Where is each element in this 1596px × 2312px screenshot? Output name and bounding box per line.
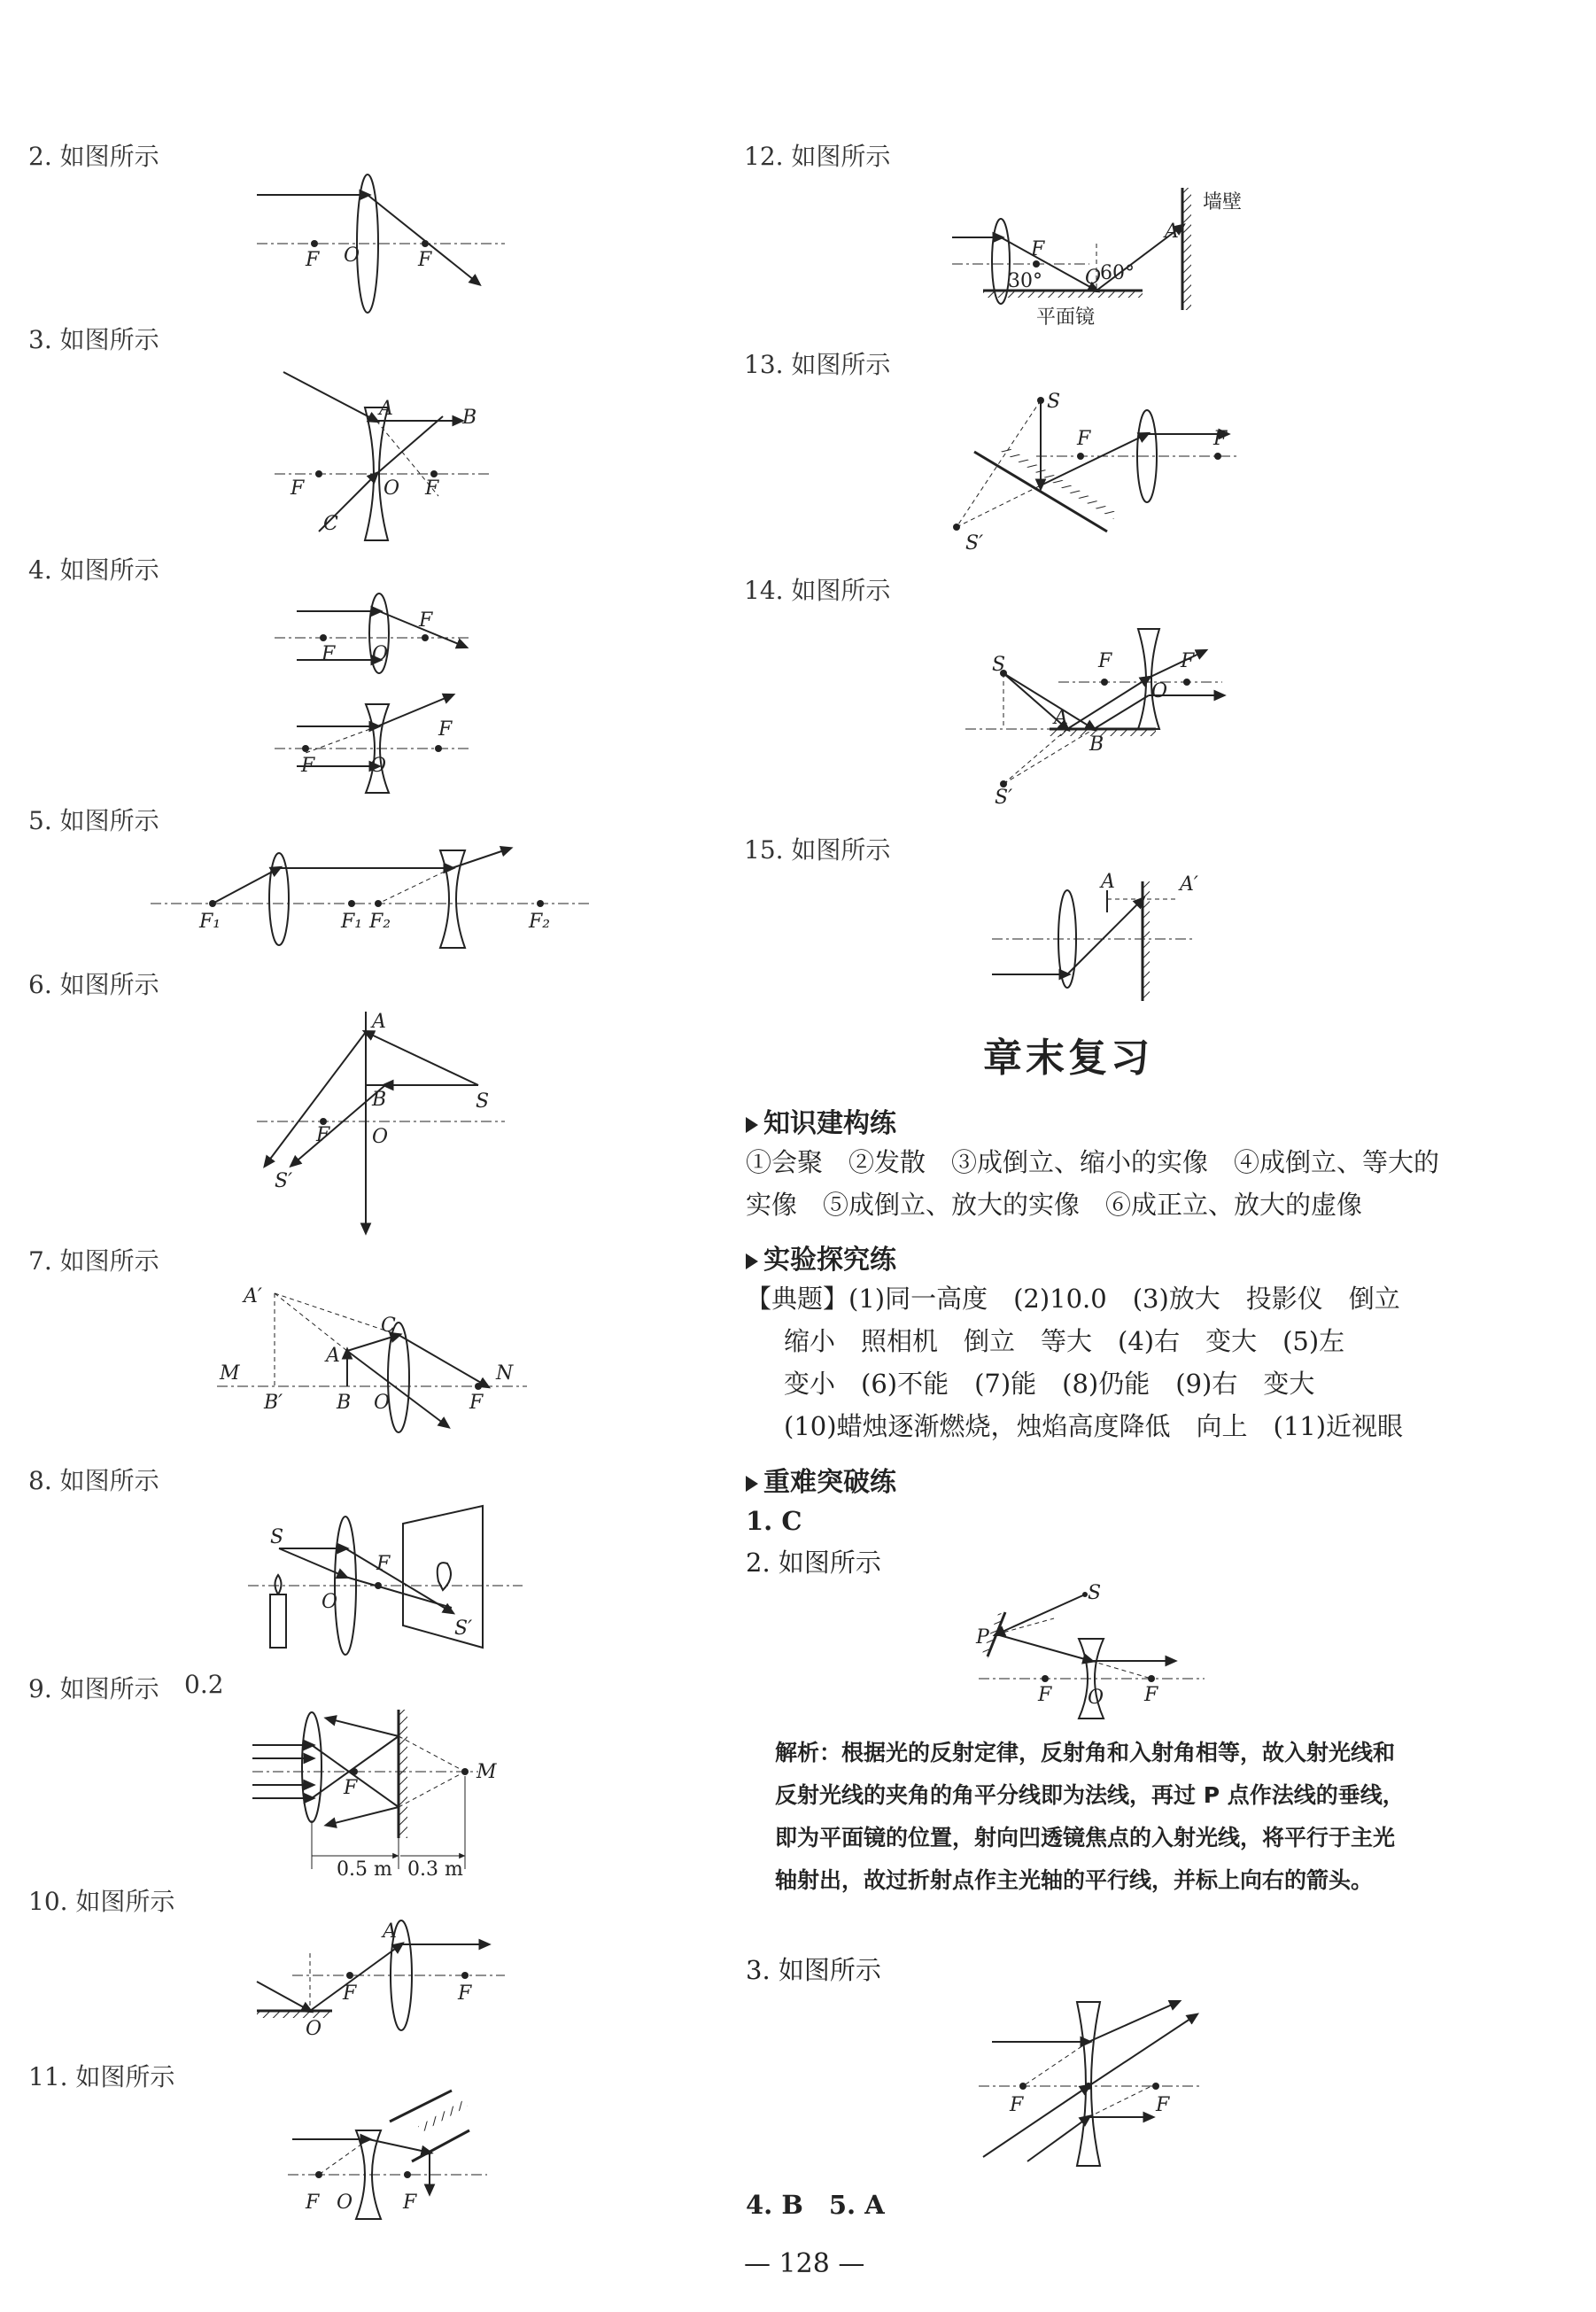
fig-label: F bbox=[1144, 1684, 1158, 1706]
fig-label: S bbox=[270, 1526, 284, 1548]
figure-magnifier-virtual-image bbox=[213, 1280, 531, 1435]
figure-mirror-image bbox=[252, 1010, 509, 1236]
fig-label: O bbox=[1088, 1687, 1104, 1709]
fig-label: A bbox=[1101, 871, 1115, 893]
experiment-answer-line: 变小 (6)不能 (7)能 (8)仍能 (9)右 变大 bbox=[784, 1369, 1315, 1399]
item-3-label: 3. 如图所示 bbox=[28, 325, 159, 354]
figure-lens-mirror-a bbox=[983, 871, 1205, 1005]
fig-label: O bbox=[372, 1126, 389, 1148]
fig-label: F bbox=[291, 477, 305, 500]
fig-label: F bbox=[1098, 650, 1112, 672]
triangle-bullet-icon bbox=[746, 1253, 758, 1269]
answer-4-5: 4. B 5. A bbox=[746, 2190, 885, 2220]
fig-label: F₁ bbox=[199, 911, 221, 933]
item-2-label: 2. 如图所示 bbox=[28, 142, 159, 171]
figure-lens-mirror-focus bbox=[248, 1705, 505, 1881]
figure-candle-projection bbox=[244, 1506, 527, 1652]
fig-label: F bbox=[322, 643, 336, 665]
item-12-label: 12. 如图所示 bbox=[744, 142, 891, 171]
fig-label: F bbox=[458, 1982, 472, 2005]
item-13-label: 13. 如图所示 bbox=[744, 350, 891, 379]
fig-label: F bbox=[316, 1124, 330, 1146]
fig-label: S bbox=[476, 1090, 490, 1113]
fig-label: A bbox=[383, 1920, 397, 1943]
fig-label: F bbox=[344, 1777, 358, 1799]
experiment-answer-line: 【典题】(1)同一高度 (2)10.0 (3)放大 投影仪 倒立 bbox=[746, 1284, 1400, 1314]
fig-label: S bbox=[1088, 1582, 1102, 1604]
fig-label: S′ bbox=[275, 1170, 293, 1192]
fig-label: F bbox=[403, 2192, 417, 2214]
fig-label: 30° bbox=[1008, 270, 1042, 292]
answer-3-label: 3. 如图所示 bbox=[746, 1955, 881, 1985]
fig-label: F bbox=[1156, 2094, 1170, 2116]
fig-label: F₁ bbox=[341, 911, 363, 933]
item-11-label: 11. 如图所示 bbox=[28, 2062, 175, 2091]
fig-label: O bbox=[344, 244, 360, 267]
fig-label: F bbox=[343, 1982, 357, 2005]
fig-label: 0.3 m bbox=[407, 1858, 463, 1881]
fig-label: 墙壁 bbox=[1203, 191, 1243, 213]
fig-label: A bbox=[372, 1011, 386, 1033]
fig-label: S bbox=[1047, 391, 1061, 413]
fig-label: 60° bbox=[1100, 262, 1135, 284]
fig-label: P bbox=[976, 1626, 989, 1649]
figure-concave-lens-mirror bbox=[283, 2095, 496, 2219]
fig-label: S bbox=[992, 654, 1006, 676]
fig-label: S′ bbox=[995, 787, 1013, 809]
fig-label: O bbox=[372, 643, 389, 665]
figure-concave-lens-rays bbox=[974, 1998, 1205, 2166]
fig-label: B′ bbox=[264, 1392, 283, 1414]
figure-mirror-concave-p bbox=[974, 1582, 1209, 1718]
fig-label: F bbox=[1181, 650, 1195, 672]
item-14-label: 14. 如图所示 bbox=[744, 576, 891, 605]
fig-label: F bbox=[306, 2192, 320, 2214]
fig-label: A bbox=[379, 398, 393, 420]
fig-label: S′ bbox=[965, 532, 984, 555]
fig-label: F bbox=[418, 249, 432, 271]
fig-label: N bbox=[496, 1362, 514, 1385]
figure-lens-pair bbox=[270, 589, 483, 788]
experiment-answer-line: (10)蜡烛逐渐燃烧，烛焰高度降低 向上 (11)近视眼 bbox=[784, 1411, 1404, 1441]
item-6-label: 6. 如图所示 bbox=[28, 970, 159, 999]
item-9-label: 9. 如图所示 bbox=[28, 1674, 159, 1703]
item-8-label: 8. 如图所示 bbox=[28, 1466, 159, 1495]
focus-point bbox=[422, 240, 429, 247]
fig-label: B bbox=[337, 1392, 352, 1414]
fig-label: O bbox=[337, 2192, 353, 2214]
fig-label: F bbox=[1038, 1684, 1052, 1706]
section-heading-experiment: 实验探究练 bbox=[746, 1237, 896, 1276]
fig-label: F bbox=[438, 718, 453, 741]
fig-label: M bbox=[476, 1761, 497, 1783]
figure-lens-combination bbox=[146, 846, 593, 952]
focus-point bbox=[311, 240, 318, 247]
answer-1: 1. C bbox=[746, 1506, 802, 1536]
fig-label: F bbox=[1213, 428, 1228, 450]
fig-label: S′ bbox=[454, 1618, 473, 1640]
fig-label: M bbox=[220, 1362, 240, 1385]
fig-label: F₂ bbox=[529, 911, 551, 933]
fig-label: 平面镜 bbox=[1036, 306, 1096, 329]
fig-label: O bbox=[374, 1392, 391, 1414]
fig-label: B bbox=[462, 407, 477, 429]
item-5-label: 5. 如图所示 bbox=[28, 806, 159, 835]
figure-lens-mirror-wall bbox=[948, 177, 1243, 337]
fig-label: O bbox=[384, 477, 400, 500]
fig-label: B bbox=[1089, 733, 1104, 756]
section-heading-knowledge: 知识建构练 bbox=[746, 1101, 896, 1140]
fig-label: F bbox=[301, 755, 315, 777]
item-10-label: 10. 如图所示 bbox=[28, 1887, 175, 1916]
answer-2-label: 2. 如图所示 bbox=[746, 1548, 881, 1578]
fig-label: A′ bbox=[244, 1285, 262, 1307]
section-heading-difficulty: 重难突破练 bbox=[746, 1460, 896, 1499]
fig-label: F bbox=[425, 477, 439, 500]
fig-label: F bbox=[419, 609, 433, 632]
fig-label: B bbox=[372, 1089, 387, 1111]
fig-label: 0.5 m bbox=[337, 1858, 392, 1881]
fig-label: C bbox=[323, 513, 338, 535]
figure-convex-lens-refraction bbox=[248, 173, 514, 314]
fig-label: O bbox=[1151, 680, 1168, 702]
fig-label: F bbox=[1010, 2094, 1024, 2116]
knowledge-answer-line: ①会聚 ②发散 ③成倒立、缩小的实像 ④成倒立、等大的 bbox=[746, 1147, 1440, 1177]
fig-label: A′ bbox=[1180, 873, 1198, 896]
figure-concave-lens bbox=[266, 363, 496, 540]
item-4-label: 4. 如图所示 bbox=[28, 555, 159, 585]
fig-label: C bbox=[381, 1315, 396, 1337]
fig-label: A bbox=[1165, 221, 1179, 243]
experiment-answer-line: 缩小 照相机 倒立 等大 (4)右 变大 (5)左 bbox=[784, 1326, 1345, 1356]
item-9-answer: 0.2 bbox=[184, 1670, 224, 1699]
analysis-note: 解析：根据光的反射定律，反射角和入射角相等，故入射光线和反射光线的夹角的角平分线即为法线，再过 P 点作法线的垂线，即为平面镜的位置，射向凹透镜焦点的入射光线，将平行于主光轴射出，故过折射点作主光轴的平行线，并标上向右的箭头。 bbox=[775, 1740, 1405, 1893]
figure-mirror-concave-lens bbox=[961, 625, 1227, 809]
knowledge-answer-line: 实像 ⑤成倒立、放大的实像 ⑥成正立、放大的虚像 bbox=[746, 1190, 1363, 1220]
fig-label: A bbox=[326, 1345, 340, 1367]
triangle-bullet-icon bbox=[746, 1117, 758, 1133]
fig-label: F bbox=[1077, 428, 1091, 450]
item-15-label: 15. 如图所示 bbox=[744, 835, 891, 865]
fig-label: O bbox=[370, 755, 387, 777]
figure-mirror-lens bbox=[252, 1918, 509, 2040]
chapter-review-title: 章末复习 bbox=[983, 1036, 1153, 1081]
figure-mirror-lens-s bbox=[939, 390, 1240, 558]
fig-label: O bbox=[1085, 267, 1102, 289]
fig-label: F bbox=[306, 249, 320, 271]
triangle-bullet-icon bbox=[746, 1476, 758, 1492]
fig-label: F bbox=[469, 1392, 484, 1414]
item-7-label: 7. 如图所示 bbox=[28, 1246, 159, 1276]
fig-label: O bbox=[322, 1591, 338, 1613]
fig-label: F bbox=[376, 1553, 391, 1575]
fig-label: F₂ bbox=[369, 911, 391, 933]
fig-label: A bbox=[1054, 707, 1068, 729]
page-number: — 128 — bbox=[744, 2248, 865, 2279]
fig-label: F bbox=[1031, 238, 1045, 260]
fig-label: O bbox=[306, 2018, 322, 2040]
